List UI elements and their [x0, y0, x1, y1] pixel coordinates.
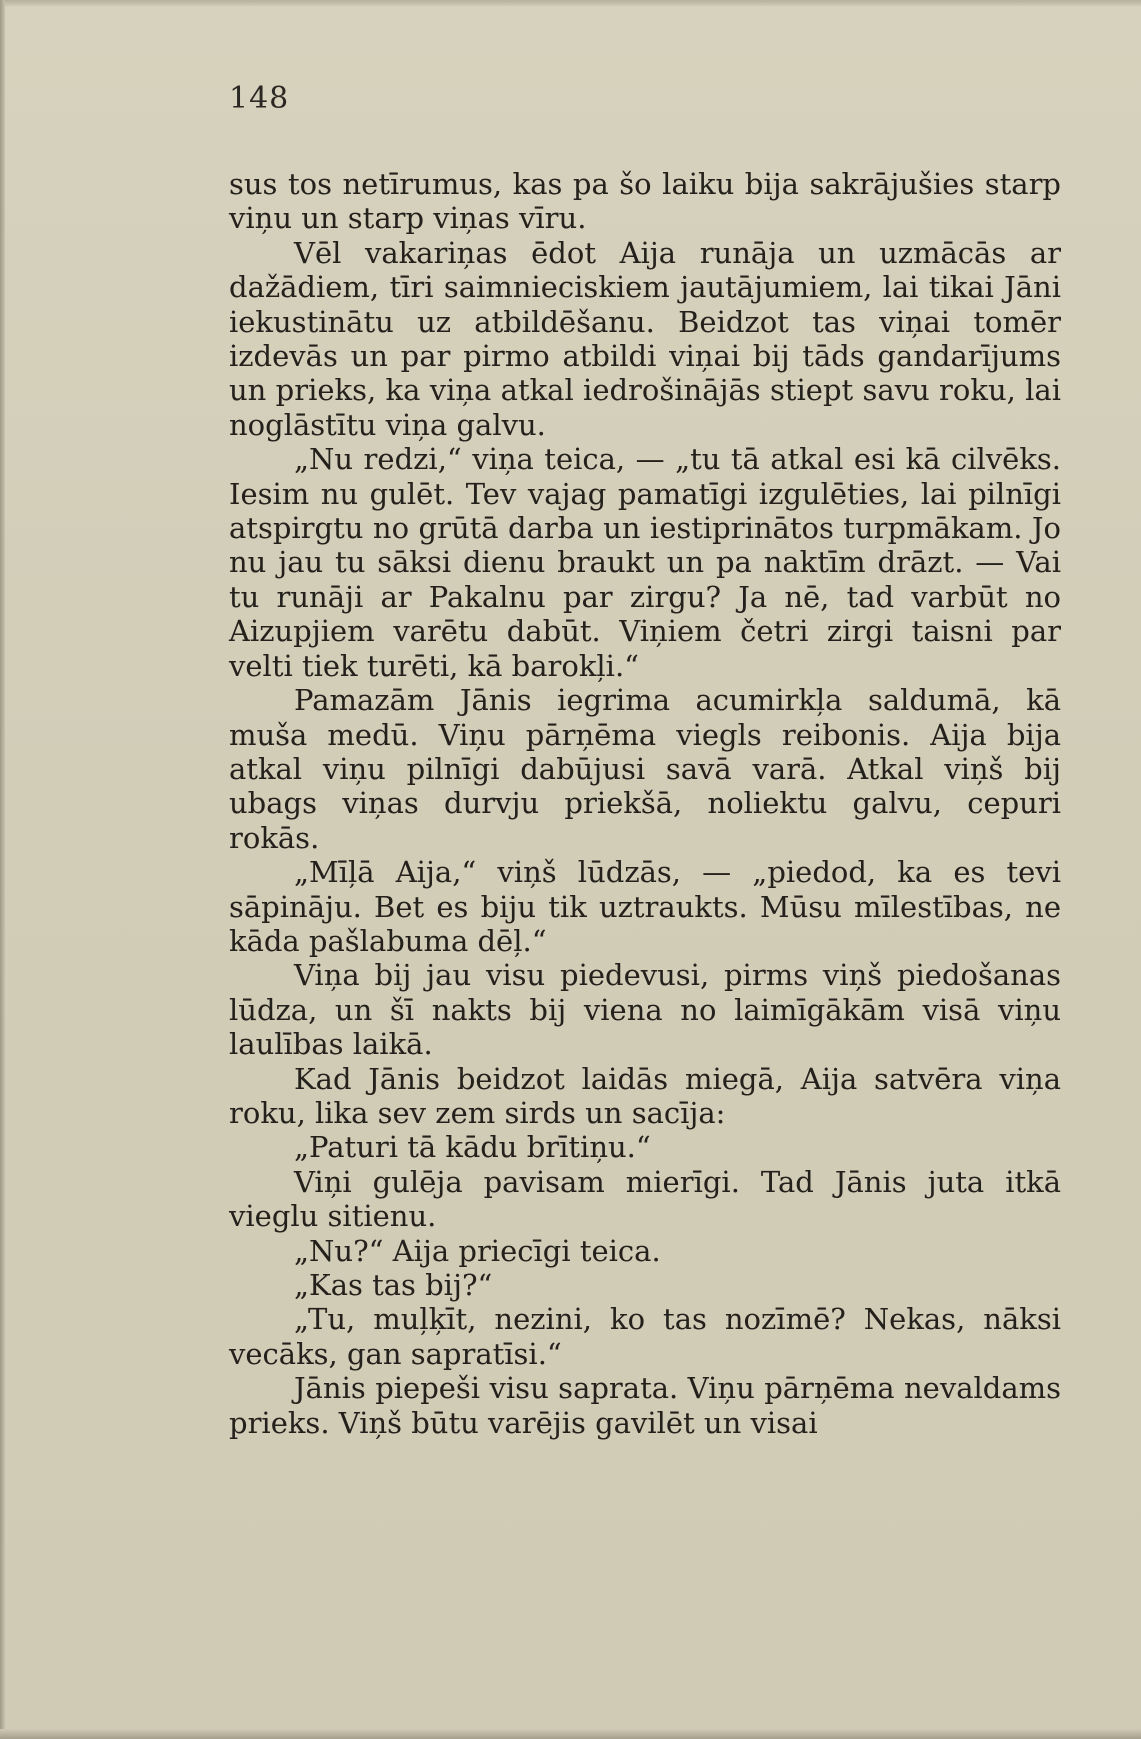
text-block: [229, 167, 1061, 1440]
paragraph-10: „Nu?“ Aija priecīgi teica.: [294, 1233, 661, 1268]
page-top-edge: [0, 0, 1141, 6]
paragraph-12: „Tu, muļķīt, nezini, ko tas nozīmē? Nekas, nāksi vecāks, gan sapratīsi.“: [229, 1302, 1061, 1371]
page-left-edge: [0, 0, 5, 1739]
paragraph-1: sus tos netīrumus, kas pa šo laiku bija sakrājušies starp viņu un starp viņas vīru.: [229, 167, 1061, 236]
page-number: 148: [229, 81, 290, 116]
paragraph-11: „Kas tas bij?“: [294, 1268, 493, 1302]
paragraph-4: Pamazām Jānis iegrima acumirkļa saldumā, kā muša medū. Viņu pārņēma viegls reibonis. Aija bija atkal viņu pilnīgi dabūjusi savā varā. Atkal viņš bij ubags viņas durvju priekšā, noliektu galvu, cepuri rokās.: [229, 683, 1061, 855]
page-bottom-edge: [0, 1729, 1141, 1739]
paragraph-6: Viņa bij jau visu piedevusi, pirms viņš piedošanas lūdza, un šī nakts bij viena no laimīgākām visā viņu laulības laikā.: [229, 958, 1061, 1062]
paragraph-7: Kad Jānis beidzot laidās miegā, Aija satvēra viņa roku, lika sev zem sirds un sacīja:: [229, 1061, 1061, 1130]
paragraph-9: Viņi gulēja pavisam mierīgi. Tad Jānis juta itkā vieglu sitienu.: [229, 1164, 1061, 1234]
paragraph-5: „Mīļā Aija,“ viņš lūdzās, — „piedod, ka es tevi sāpināju. Bet es biju tik uztraukts. Mūsu mīlestības, ne kāda pašlabuma dēļ.“: [229, 855, 1061, 958]
paragraph-13: Jānis piepeši visu saprata. Viņu pārņēma nevaldams prieks. Viņš būtu varējis gavilēt un visai: [229, 1371, 1061, 1440]
paragraph-8: „Paturi tā kādu brītiņu.“: [294, 1130, 651, 1165]
paragraph-2: Vēl vakariņas ēdot Aija runāja un uzmācās ar dažādiem, tīri saimnieciskiem jautājumiem, lai tikai Jāni iekustinātu uz atbildēšanu. Beidzot tas viņai tomēr izdevās un par pirmo atbildi viņai bij tāds gandarījums un prieks, ka viņa atkal iedrošinājās stiept savu roku, lai noglāstītu viņa galvu.: [229, 235, 1061, 442]
paragraph-3: „Nu redzi,“ viņa teica, — „tu tā atkal esi kā cilvēks. Iesim nu gulēt. Tev vajag pamatīgi izgulēties, lai pilnīgi atspirgtu no grūtā darba un iestiprinātos turpmākam. Jo nu jau tu sāksi dienu braukt un pa naktīm drāzt. — Vai tu runāji ar Pakalnu par zirgu? Ja nē, tad varbūt no Aizupjiem varētu dabūt. Viņiem četri zirgi taisni par velti tiek turēti, kā barokļi.“: [229, 442, 1061, 683]
